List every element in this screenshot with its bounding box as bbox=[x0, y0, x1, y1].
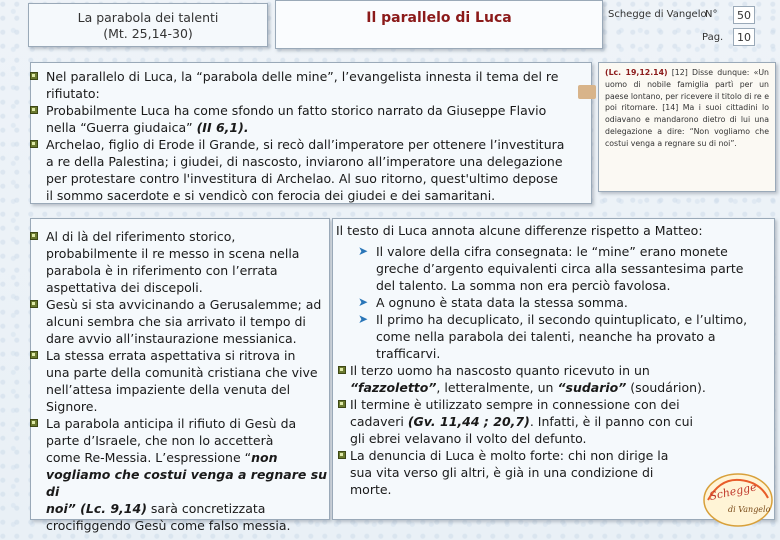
bottom-right-text: Il testo di Luca annota alcune differenze rispetto a Matteo: ➤ Il valore della cifra consegnata: le “mine” erano monete greche d’argento equivalenti circa alla sessantesima parte del talento. La somma non era perciò favolosa. ➤ A ognuno è stata data la stessa somma. ➤ Il primo ha decuplicato, il secondo quintuplicato, e l’ultimo, come nella parabola dei talenti, neanche ha provato a trafficarvi. Il terzo uomo ha nascosto quanto ricevuto in un “fazzoletto”, letteralmente, un “sudario” (soudárion). Il termine è utilizzato sempre in connessione con dei cadaveri (Gv. 11,44 ; 20,7). Infatti, è il panno con cui gli ebrei velavano il volto del defunto. La denuncia di Luca è molto forte: chi non dirige la sua vita verso gli altri, è già in una condizione di morte. bbox=[336, 222, 774, 498]
difference-1: Il valore della cifra consegnata: le “mine” erano monete bbox=[376, 244, 728, 259]
bullet-icon bbox=[30, 419, 38, 427]
luke-quote-reference: (Lc. 19,12.14) bbox=[605, 68, 668, 77]
top-line-5: Archelao, figlio di Erode il Grande, si recò dall’imperatore per ottenere l’investitura bbox=[46, 137, 565, 152]
bl-line: dare avvio all’instaurazione messianica. bbox=[46, 331, 297, 346]
top-text bbox=[46, 68, 591, 204]
parable-title: La parabola dei talenti bbox=[77, 10, 219, 25]
bl-line: La stessa errata aspettativa si ritrova in bbox=[46, 348, 296, 363]
bl-line: aspettativa dei discepoli. bbox=[46, 280, 203, 295]
logo-text-2: di Vangelo bbox=[728, 505, 771, 514]
bl-line: Al di là del riferimento storico, bbox=[46, 229, 236, 244]
bl-line: una parte della comunità cristiana che vive bbox=[46, 365, 318, 380]
arrow-bullet-icon: ➤ bbox=[358, 244, 369, 258]
top-line-3: Probabilmente Luca ha come sfondo un fatto storico narrato da Giuseppe Flavio bbox=[46, 103, 547, 118]
josephus-reference: (II 6,1). bbox=[196, 120, 249, 135]
page-label: Pag. bbox=[702, 32, 724, 43]
bullet-icon bbox=[30, 72, 38, 80]
bullet-icon bbox=[338, 400, 346, 408]
bl-line: noi” (Lc. 9,14) sarà concretizzata bbox=[46, 501, 266, 516]
top-line-8: il sommo sacerdote e si vendicò con ferocia dei giudei e dei samaritani. bbox=[46, 188, 496, 203]
top-line-6: a re della Palestina; i giudei, di nascosto, inviarono all’imperatore una delegazione bbox=[46, 154, 563, 169]
top-line-1: Nel parallelo di Luca, la “parabola delle mine”, l’evangelista innesta il tema del re bbox=[46, 69, 559, 84]
luke-quote-text: [12] Disse dunque: «Un uomo di nobile famiglia partì per un paese lontano, per ricevere il titolo di re e poi ritornare. [14] Ma i suoi cittadini lo odiavano e mandarono dietro di lui una delegazione a dire: “Non vogliamo che costui venga a regnare su di noi”. bbox=[605, 68, 769, 148]
schegge-logo bbox=[700, 470, 775, 530]
bl-line: parabola è in riferimento con l’errata bbox=[46, 263, 278, 278]
bl-line: La parabola anticipa il rifiuto di Gesù da bbox=[46, 416, 297, 431]
bullet-icon bbox=[30, 140, 38, 148]
bl-line: crocifiggendo Gesù come falso messia. bbox=[46, 518, 291, 533]
top-line-2: rifiutato: bbox=[46, 86, 100, 101]
page-title-box bbox=[275, 0, 603, 49]
number-value: 50 bbox=[733, 6, 755, 24]
arrow-bullet-icon: ➤ bbox=[358, 295, 369, 309]
bl-line: probabilmente il re messo in scena nella bbox=[46, 246, 300, 261]
bullet-icon bbox=[30, 106, 38, 114]
bottom-left-text bbox=[46, 228, 332, 534]
bl-line: alcuni sembra che sia arrivato il tempo di bbox=[46, 314, 306, 329]
difference-3: Il primo ha decuplicato, il secondo quintuplicato, e l’ultimo, bbox=[376, 312, 748, 327]
book-icon bbox=[578, 85, 596, 99]
top-line-7: per protestare contro l'investitura di Archelao. Al suo ritorno, quest'ultimo depose bbox=[46, 171, 558, 186]
bullet-icon bbox=[30, 232, 38, 240]
bl-line: Signore. bbox=[46, 399, 98, 414]
bullet-icon bbox=[30, 300, 38, 308]
bl-line: parte d’Israele, che non lo accetterà bbox=[46, 433, 274, 448]
arrow-bullet-icon: ➤ bbox=[358, 312, 369, 326]
differences-intro: Il testo di Luca annota alcune differenze rispetto a Matteo: bbox=[336, 223, 703, 238]
logo-text-1: Schegge bbox=[708, 480, 758, 504]
parable-reference: (Mt. 25,14-30) bbox=[103, 26, 193, 41]
bl-line: nell’attesa impaziente della venuta del bbox=[46, 382, 291, 397]
luke-quote-box bbox=[598, 62, 776, 192]
header-left-title-box bbox=[28, 3, 268, 47]
bullet-icon bbox=[338, 366, 346, 374]
page-title: Il parallelo di Luca bbox=[366, 10, 512, 26]
bl-line: vogliamo che costui venga a regnare su di bbox=[46, 467, 328, 499]
bullet-icon bbox=[30, 351, 38, 359]
difference-2: A ognuno è stata data la stessa somma. bbox=[376, 295, 628, 310]
bullet-icon bbox=[338, 451, 346, 459]
bl-line: Gesù si sta avvicinando a Gerusalemme; ad bbox=[46, 297, 322, 312]
page-value: 10 bbox=[733, 28, 755, 46]
number-label: N° bbox=[705, 9, 718, 20]
bl-line: come Re-Messia. L’espressione “non bbox=[46, 450, 278, 465]
series-label: Schegge di Vangelo bbox=[608, 9, 707, 20]
top-line-4: nella “Guerra giudaica” (II 6,1). bbox=[46, 120, 249, 135]
header-right-info bbox=[605, 0, 780, 49]
